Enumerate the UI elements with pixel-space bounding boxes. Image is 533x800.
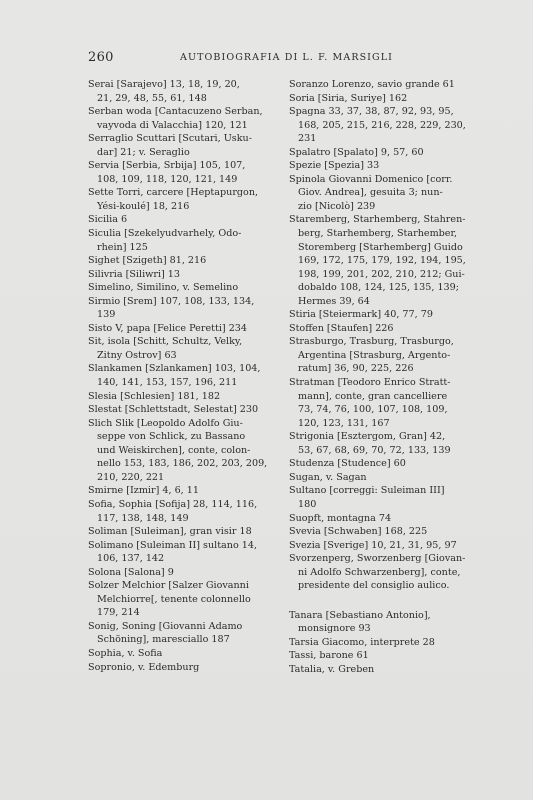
index-entry: Spinola Giovanni Domenico [corr. Giov. Andrea], gesuita 3; nun- zio [Nicolò] 239 [289, 173, 453, 212]
index-entry: Tanara [Sebastiano Antonio], monsignore 93 [289, 609, 431, 635]
index-entry: Sit, isola [Schitt, Schultz, Velky, Zitny Ostrov] 63 [88, 336, 243, 361]
index-entry: Sultano [correggi: Suleiman III] 180 [289, 485, 445, 510]
index-entry: Stratman [Teodoro Enrico Stratt- mann], conte, gran cancelliere 73, 74, 76, 100, 107, 108, 109, 120, 123, 131, 167 [289, 377, 451, 429]
index-entry: Silivria [Siliwri] 13 [88, 268, 181, 280]
index-entry: Tassi, barone 61 [289, 650, 369, 662]
index-entry: Sisto V, papa [Felice Peretti] 234 [88, 322, 248, 334]
index-entry: Sugan, v. Sagan [289, 471, 367, 483]
index-entry: Strigonia [Esztergom, Gran] 42, 53, 67, 68, 69, 70, 72, 133, 139 [289, 431, 451, 456]
index-entry: Svevia [Schwaben] 168, 225 [289, 526, 428, 538]
index-entry: Slestat [Schlettstadt, Selestat] 230 [88, 404, 259, 416]
index-entry: Sonig, Soning [Giovanni Adamo Schöning], maresciallo 187 [88, 620, 243, 646]
index-entry: Spalatro [Spalato] 9, 57, 60 [289, 146, 424, 158]
index-entry: Smirne [Izmir] 4, 6, 11 [88, 485, 199, 497]
index-column-right [289, 78, 489, 677]
index-entry: Stiria [Steiermark] 40, 77, 79 [289, 309, 433, 321]
page-number: 260 [88, 50, 114, 65]
index-entry: Svezia [Sverige] 10, 21, 31, 95, 97 [289, 539, 457, 551]
index-entry: Siculia [Szekelyudvarhely, Odo- rhein] 125 [88, 228, 242, 253]
index-entry: Solona [Salona] 9 [88, 566, 174, 578]
index-entry: Sirmio [Srem] 107, 108, 133, 134, 139 [88, 295, 255, 321]
index-entry: Serban woda [Cantacuzeno Serban, vayvoda di Valacchia] 120, 121 [88, 106, 263, 131]
index-entry: Soliman [Suleiman], gran visir 18 [88, 526, 252, 538]
index-entry: Tatalia, v. Greben [289, 663, 375, 675]
index-entry: Sette Torri, carcere [Heptapurgon, Yési-koulé] 18, 216 [88, 187, 259, 212]
index-entry: Solimano [Suleiman II] sultano 14, 106, 137, 142 [88, 539, 258, 565]
index-entry: Sighet [Szigeth] 81, 216 [88, 255, 207, 267]
index-entry: Simelino, Similino, v. Semelino [88, 282, 239, 294]
index-entry: Sofia, Sophia [Sofija] 28, 114, 116, 117, 138, 148, 149 [88, 498, 258, 524]
index-entry: Slich Slik [Leopoldo Adolfo Giu- seppe von Schlick, zu Bassano und Weiskirchen], conte, colon- nello 153, 183, 186, 202, 203, 209, 210, 220, 221 [88, 417, 268, 483]
index-entry: Staremberg, Starhemberg, Stahren- berg, Starhemberg, Starhember, Storemberg [Starhemberg] Guido 169, 172, 175, 179, 192, 194, 195, 198, 199, 201, 202, 210, 212; Gui- dobaldo 108, 124, 125, 135, 139; Hermes 39, 64 [289, 214, 466, 307]
index-column-left [88, 78, 288, 674]
index-entry: Suopft, montagna 74 [289, 512, 392, 524]
index-entry: Stoffen [Staufen] 226 [289, 322, 394, 334]
index-section-s [289, 78, 489, 593]
index-entry: Strasburgo, Trasburg, Trasburgo, Argentina [Strasburg, Argento- ratum] 36, 90, 225, 226 [289, 336, 454, 375]
index-entry: Studenza [Studence] 60 [289, 458, 406, 470]
section-gap [289, 593, 489, 609]
index-entry: Solzer Melchior [Salzer Giovanni Melchiorre[, tenente colonnello 179, 214 [88, 580, 251, 619]
page-header [88, 50, 488, 64]
index-entry: Soria [Siria, Suriye] 162 [289, 92, 408, 104]
index-entry: Slesia [Schlesien] 181, 182 [88, 390, 221, 402]
index-entry: Soranzo Lorenzo, savio grande 61 [289, 79, 455, 90]
index-entry: Slankamen [Szlankamen] 103, 104, 140, 141, 153, 157, 196, 211 [88, 363, 261, 389]
index-entry: Svorzenperg, Sworzenberg [Giovan- ni Adolfo Schwarzenberg], conte, presidente del consiglio aulico. [289, 553, 466, 592]
index-entry: Sophia, v. Sofia [88, 647, 163, 659]
index-entry: Serraglio Scuttari [Scutari, Usku- dar] 21; v. Seraglio [88, 133, 252, 158]
index-entry: Spagna 33, 37, 38, 87, 92, 93, 95, 168, 205, 215, 216, 228, 229, 230, 231 [289, 106, 466, 145]
index-entry: Serai [Sarajevo] 13, 18, 19, 20, 21, 29, 48, 55, 61, 148 [88, 79, 240, 104]
index-section-t [289, 609, 489, 677]
index-entry: Servia [Serbia, Srbija] 105, 107, 108, 109, 118, 120, 121, 149 [88, 160, 246, 185]
index-entry: Sopronio, v. Edemburg [88, 661, 200, 673]
index-entry: Sicilia 6 [88, 214, 128, 226]
running-title: AUTOBIOGRAFIA DI L. F. MARSIGLI [180, 52, 393, 63]
index-entry: Tarsia Giacomo, interprete 28 [289, 636, 435, 648]
index-entry: Spezie [Spezia] 33 [289, 160, 380, 172]
